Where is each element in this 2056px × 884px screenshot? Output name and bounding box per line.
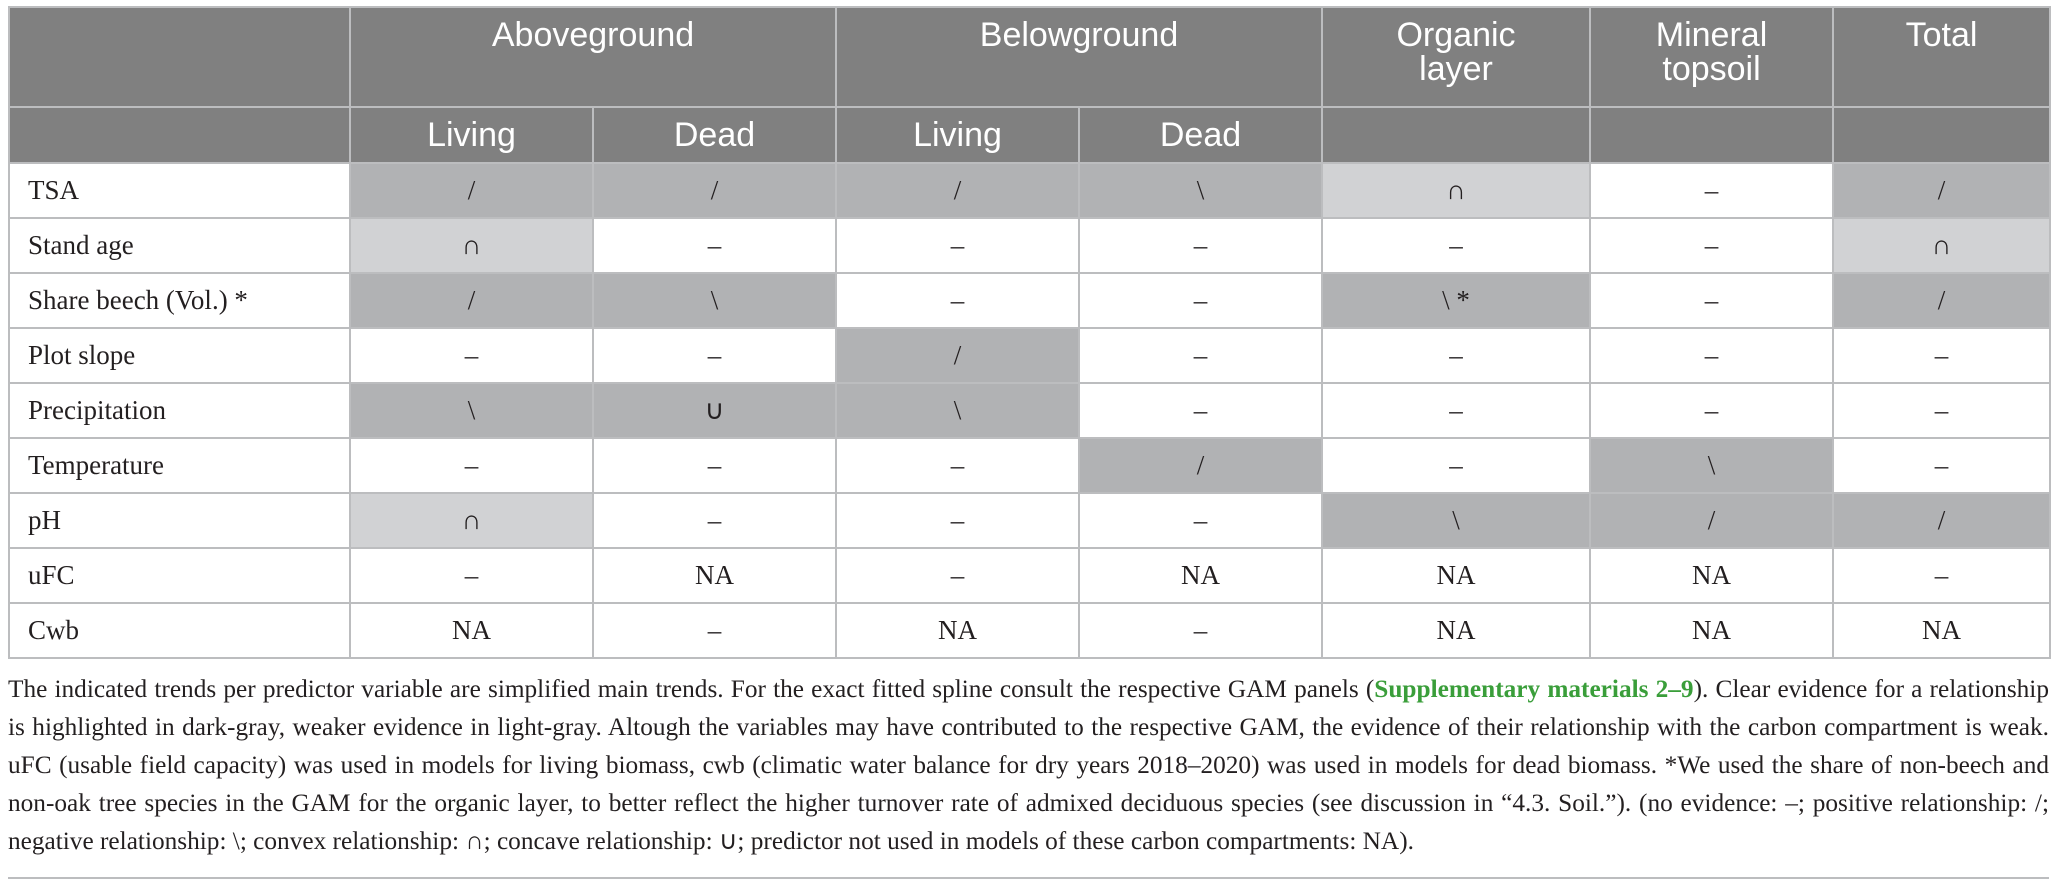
footnote-text-2: ). Clear evidence for a relationship is highlighted in dark-gray, weaker evidence in light-gray. Altough the variables may have contributed to the respective GAM, the evidence of their relationship with the carbon compartment is weak. uFC (usable field capacity) was used in models for living biomass, cwb (climatic water balance for dry years 2018–2020) was used in models for dead biomass. *We used the share of non-beech and non-oak tree species in the GAM for the organic layer, to better reflect the higher turnover rate of admixed deciduous species (see discussion in “4.3. Soil.”). (no evidence: –; positive relationship: /; negative relationship: \; convex relationship: ∩; concave relationship: ∪; predictor not used in models of these carbon compartments: NA). (8, 675, 2049, 855)
subheader-below-dead: Dead (1079, 107, 1322, 163)
group-header-total: Total (1833, 7, 2050, 107)
trend-cell: – (836, 493, 1079, 548)
trend-cell: \ (1590, 438, 1833, 493)
table-row (9, 603, 2050, 658)
table-row (9, 548, 2050, 603)
trend-cell: – (1833, 383, 2050, 438)
trend-cell: – (1079, 328, 1322, 383)
bottom-rule (8, 877, 2049, 879)
trend-cell: – (1322, 383, 1590, 438)
subheader-mineral-empty (1590, 107, 1833, 163)
footnote-text-1: The indicated trends per predictor variable are simplified main trends. For the exact fitted spline consult the respective GAM panels ( (8, 675, 1375, 703)
trend-cell: / (350, 273, 593, 328)
trend-cell: \ * (1322, 273, 1590, 328)
trend-cell: / (1833, 493, 2050, 548)
subheader-above-living: Living (350, 107, 593, 163)
trend-cell: – (593, 493, 836, 548)
row-label: pH (9, 493, 350, 548)
trend-cell: – (836, 438, 1079, 493)
subheader-above-dead: Dead (593, 107, 836, 163)
trend-cell: \ (350, 383, 593, 438)
table-row (9, 328, 2050, 383)
trend-cell: – (1079, 383, 1322, 438)
trend-cell: NA (350, 603, 593, 658)
trend-cell: / (836, 328, 1079, 383)
corner-cell (9, 7, 350, 107)
trend-cell: – (1833, 328, 2050, 383)
table-row (9, 493, 2050, 548)
trend-cell: – (593, 603, 836, 658)
trend-cell: ∩ (350, 218, 593, 273)
trend-cell: NA (1833, 603, 2050, 658)
trend-cell: \ (1079, 163, 1322, 218)
trend-cell: ∩ (350, 493, 593, 548)
trend-cell: – (350, 548, 593, 603)
table-row (9, 163, 2050, 218)
trend-cell: / (1590, 493, 1833, 548)
row-label: Precipitation (9, 383, 350, 438)
group-header-organic: Organic layer (1322, 7, 1590, 107)
trend-cell: / (1079, 438, 1322, 493)
trend-cell: – (593, 218, 836, 273)
trend-cell: – (836, 273, 1079, 328)
table-footnote (8, 670, 2049, 860)
row-label: Share beech (Vol.) * (9, 273, 350, 328)
supplementary-link[interactable]: Supplementary materials 2–9 (1374, 675, 1694, 703)
trend-cell: ∩ (1833, 218, 2050, 273)
trend-cell: / (593, 163, 836, 218)
subheader-total-empty (1833, 107, 2050, 163)
trend-cell: – (836, 548, 1079, 603)
trend-cell: – (593, 438, 836, 493)
trend-cell: \ (836, 383, 1079, 438)
trend-cell: / (1833, 163, 2050, 218)
row-label: Stand age (9, 218, 350, 273)
trend-cell: \ (593, 273, 836, 328)
row-label: Plot slope (9, 328, 350, 383)
table-row (9, 383, 2050, 438)
results-table (8, 6, 2051, 659)
table-row (9, 273, 2050, 328)
table-row (9, 218, 2050, 273)
subheader-below-living: Living (836, 107, 1079, 163)
trend-cell: – (1590, 383, 1833, 438)
trend-cell: ∩ (1322, 163, 1590, 218)
row-label: Cwb (9, 603, 350, 658)
group-header-belowground: Belowground (836, 7, 1322, 107)
trend-cell: NA (1322, 603, 1590, 658)
row-label: uFC (9, 548, 350, 603)
trend-cell: NA (593, 548, 836, 603)
trend-cell: – (1322, 328, 1590, 383)
trend-cell: / (836, 163, 1079, 218)
trend-cell: NA (1322, 548, 1590, 603)
trend-cell: NA (1079, 548, 1322, 603)
trend-cell: – (1833, 438, 2050, 493)
trend-cell: NA (1590, 603, 1833, 658)
trend-cell: – (1079, 493, 1322, 548)
trend-cell: – (1833, 548, 2050, 603)
trend-cell: – (1590, 273, 1833, 328)
trend-cell: – (593, 328, 836, 383)
group-header-mineral: Mineral topsoil (1590, 7, 1833, 107)
table-row (9, 438, 2050, 493)
trend-cell: – (1079, 218, 1322, 273)
corner-cell-2 (9, 107, 350, 163)
trend-cell: – (1590, 163, 1833, 218)
trend-cell: / (350, 163, 593, 218)
trend-cell: / (1833, 273, 2050, 328)
trend-cell: ∪ (593, 383, 836, 438)
row-label: Temperature (9, 438, 350, 493)
trend-cell: – (350, 328, 593, 383)
group-header-row (9, 7, 2050, 107)
group-header-aboveground: Aboveground (350, 7, 836, 107)
subheader-organic-empty (1322, 107, 1590, 163)
trend-cell: – (1079, 603, 1322, 658)
trend-cell: – (1590, 218, 1833, 273)
table-body (9, 163, 2050, 658)
row-label: TSA (9, 163, 350, 218)
trend-cell: NA (1590, 548, 1833, 603)
trend-cell: – (350, 438, 593, 493)
trend-cell: – (1590, 328, 1833, 383)
trend-cell: NA (836, 603, 1079, 658)
trend-cell: – (836, 218, 1079, 273)
sub-header-row (9, 107, 2050, 163)
trend-cell: – (1079, 273, 1322, 328)
trend-cell: – (1322, 218, 1590, 273)
trend-cell: \ (1322, 493, 1590, 548)
trend-cell: – (1322, 438, 1590, 493)
